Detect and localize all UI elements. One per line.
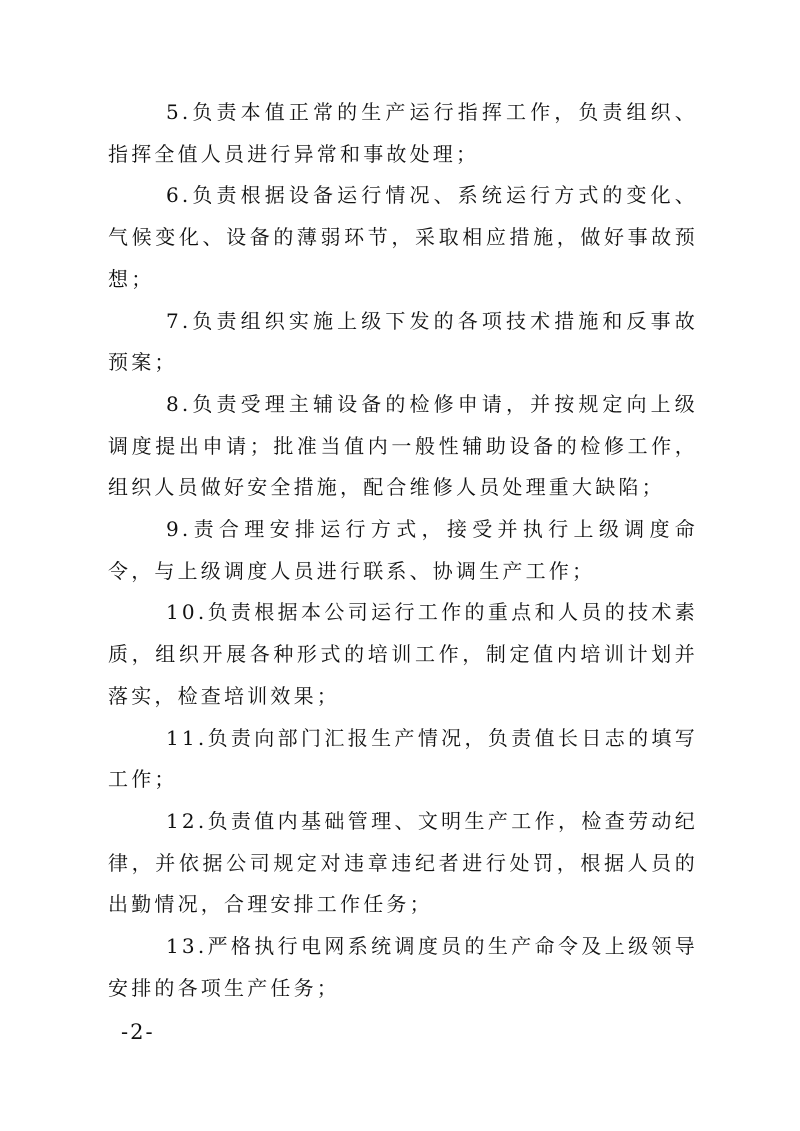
page-number: -2- <box>121 1020 155 1044</box>
paragraph-item-9: 9.责合理安排运行方式，接受并执行上级调度命令，与上级调度人员进行联系、协调生产工作； <box>108 517 698 583</box>
paragraph-item-13: 13.严格执行电网系统调度员的生产命令及上级领导安排的各项生产任务； <box>108 934 698 1000</box>
document-body <box>108 92 698 1009</box>
paragraph-item-5: 5.负责本值正常的生产运行指挥工作，负责组织、指挥全值人员进行异常和事故处理； <box>108 100 698 166</box>
paragraph-item-10: 10.负责根据本公司运行工作的重点和人员的技术素质，组织开展各种形式的培训工作，制定值内培训计划并落实，检查培训效果； <box>108 600 698 708</box>
paragraph-item-12: 12.负责值内基础管理、文明生产工作，检查劳动纪律，并依据公司规定对违章违纪者进行处罚，根据人员的出勤情况，合理安排工作任务； <box>108 808 698 917</box>
paragraph-item-6: 6.负责根据设备运行情况、系统运行方式的变化、气候变化、设备的薄弱环节，采取相应措施，做好事故预想； <box>108 183 698 291</box>
paragraph-item-7: 7.负责组织实施上级下发的各项技术措施和反事故预案； <box>108 308 698 375</box>
paragraph-item-8: 8.负责受理主辅设备的检修申请，并按规定向上级调度提出申请；批准当值内一般性辅助设备的检修工作，组织人员做好安全措施，配合维修人员处理重大缺陷； <box>108 391 698 500</box>
paragraph-item-11: 11.负责向部门汇报生产情况，负责值长日志的填写工作； <box>108 725 698 792</box>
